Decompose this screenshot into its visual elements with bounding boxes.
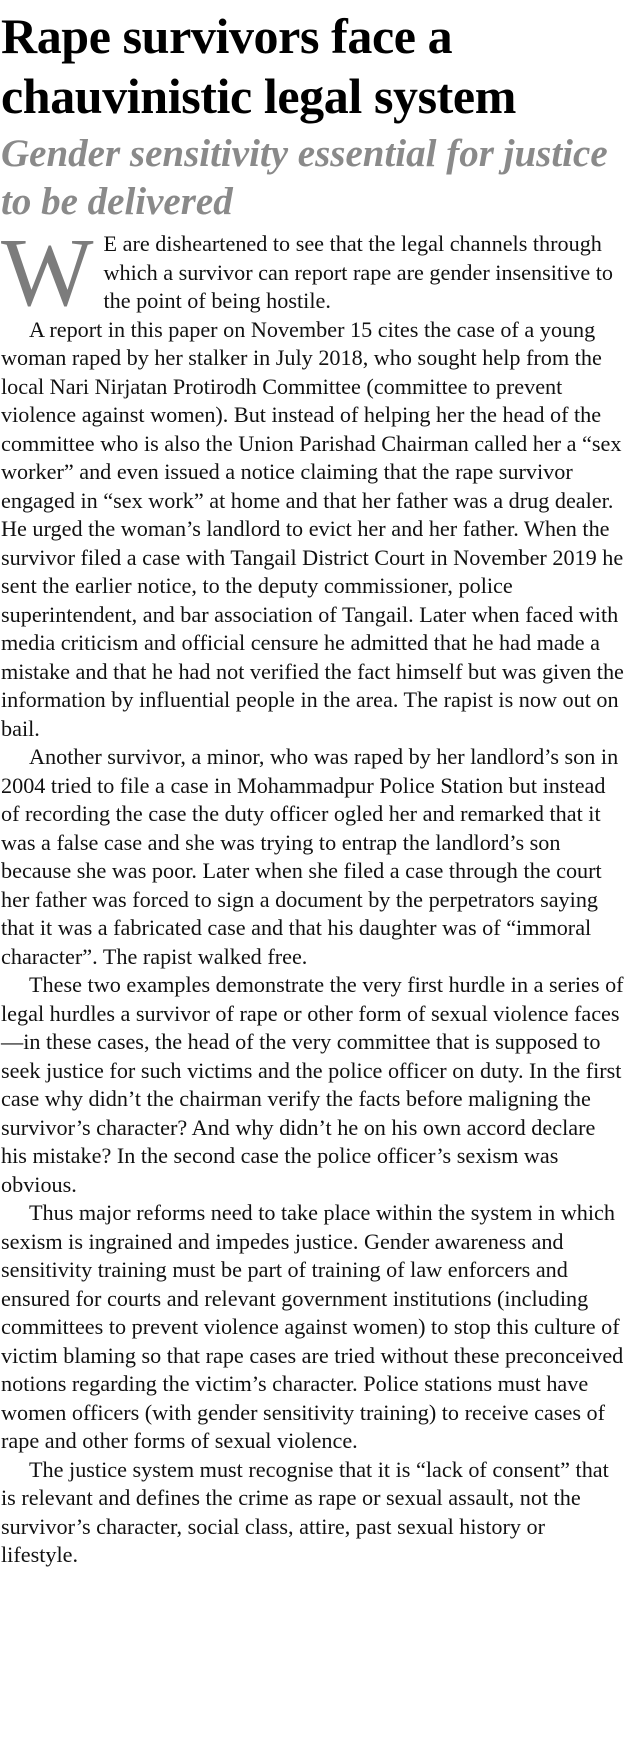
paragraph-1 <box>1 219 626 327</box>
paragraph-4: These two examples demonstrate the very first hurdle in a series of legal hurdles a survivor of rape or other form of sexual violence faces—in these cases, the head of the very committee that is supposed to seek justice for such victims and the police officer on duty. In the first case why didn’t the chairman verify the facts before maligning the survivor’s character? And why didn’t he on his own accord declare his mistake? In the second case the police officer’s sexism was obvious. <box>1 972 624 1197</box>
paragraph-6: The justice system must recognise that it is “lack of consent” that is relevant and defines the crime as rape or sexual assault, not the survivor’s character, social class, attire, past sexual history or lifestyle. <box>1 1456 609 1567</box>
subheadline: Gender sensitivity essential for justice to be delivered <box>1 132 608 223</box>
drop-cap: W <box>1 219 94 327</box>
paragraph-1-text: E are disheartened to see that the legal channels through which a survivor can report rape are gender insensitive to the point of being hostile. <box>103 231 613 313</box>
editorial-article <box>1 0 626 1570</box>
headline: Rape survivors face a chauvinistic legal system <box>1 8 516 124</box>
article-body <box>1 219 626 1570</box>
paragraph-3: Another survivor, a minor, who was raped by her landlord’s son in 2004 tried to file a case in Mohammadpur Police Station but instead of recording the case the duty officer ogled her and remarked that it was a false case and she was trying to entrap the landlord’s son because she was poor. Later when she filed a case through the court her father was forced to sign a document by the perpetrators saying that it was a fabricated case and that his daughter was of “immoral character”. The rapist walked free. <box>1 744 619 969</box>
paragraph-2: A report in this paper on November 15 cites the case of a young woman raped by her stalker in July 2018, who sought help from the local Nari Nirjatan Protirodh Committee (committee to prevent violence against women). But instead of helping her the head of the committee who is also the Union Parishad Chairman called her a “sex worker” and even issued a notice claiming that the rape survivor engaged in “sex work” at home and that her father was a drug dealer. He urged the woman’s landlord to evict her and her father. When the survivor filed a case with Tangail District Court in November 2019 he sent the earlier notice, to the deputy commissioner, police superintendent, and bar association of Tangail. Later when faced with media criticism and official censure he admitted that he had made a mistake and that he had not verified the fact himself but was given the information by influential people in the area. The rapist is now out on bail. <box>1 316 624 741</box>
paragraph-5: Thus major reforms need to take place within the system in which sexism is ingrained and impedes justice. Gender awareness and sensitivity training must be part of training of law enforcers and ensured for courts and relevant government institutions (including committees to prevent violence against women) to stop this culture of victim blaming so that rape cases are tried without these preconceived notions regarding the victim’s character. Police stations must have women officers (with gender sensitivity training) to receive cases of rape and other forms of sexual violence. <box>1 1200 624 1453</box>
